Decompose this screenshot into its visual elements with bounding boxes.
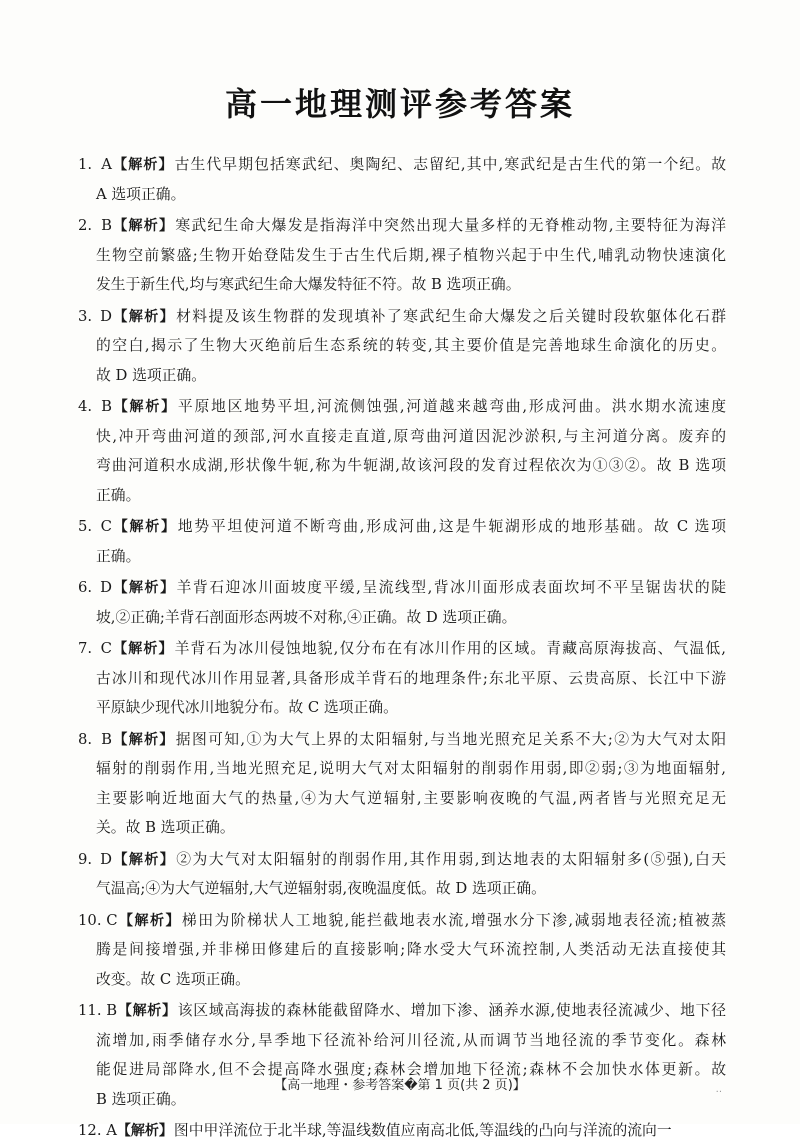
answer-text: 古生代早期包括寒武纪、奥陶纪、志留纪,其中,寒武纪是古生代的第一个纪。故 <box>174 156 726 173</box>
answer-text: 图中甲洋流位于北半球,等温线数值应南高北低,等温线的凸向与洋流的流向一 <box>173 1122 672 1139</box>
answer-text: 主要影响近地面大气的热量,④为大气逆辐射,主要影响夜晚的气温,两者皆与光照充足无 <box>96 789 726 807</box>
answer-number: 5. C <box>78 518 112 535</box>
answer-line <box>78 451 726 481</box>
answer-line <box>78 845 726 875</box>
answer-number: 1. A <box>78 156 112 173</box>
answer-line <box>78 392 726 422</box>
answer-text: 该区域高海拔的森林能截留降水、增加下渗、涵养水源,使地表径流减少、地下径 <box>177 1002 726 1019</box>
answer-text: 正确。 <box>96 486 141 504</box>
answer-item <box>78 512 726 571</box>
answer-number: 6. D <box>78 579 112 596</box>
answer-item <box>78 302 726 391</box>
answer-text: 平原缺少现代冰川地貌分布。故 C 选项正确。 <box>96 699 398 716</box>
analysis-tag: 【解析】 <box>117 912 181 929</box>
answer-text: 弯曲河道积水成湖,形状像牛轭,称为牛轭湖,故该河段的发育过程依次为①③②。故 B 选项 <box>96 457 726 474</box>
answer-line <box>78 573 726 603</box>
answer-number: 10. C <box>78 911 118 929</box>
answer-number: 11. B <box>78 1002 118 1019</box>
answer-text: 羊背石迎冰川面坡度平缓,呈流线型,背冰川面形成表面坎坷不平呈锯齿状的陡 <box>176 579 726 596</box>
answer-text: 发生于新生代,均与寒武纪生命大爆发特征不符。故 B 选项正确。 <box>96 276 521 293</box>
answer-line <box>78 512 726 542</box>
answer-line <box>78 211 726 241</box>
answer-item <box>78 1116 726 1146</box>
answer-text: 坡,②正确;羊背石剖面形态两坡不对称,④正确。故 D 选项正确。 <box>96 608 517 626</box>
analysis-tag: 【解析】 <box>116 1123 173 1139</box>
analysis-tag: 【解析】 <box>112 580 176 596</box>
answer-line <box>78 935 726 965</box>
answer-line <box>78 331 726 361</box>
answer-line <box>78 241 726 271</box>
answer-item <box>78 906 726 995</box>
answer-line <box>78 965 726 995</box>
answer-text: 据图可知,①为大气上界的太阳辐射,与当地光照充足关系不大;②为大气对太阳 <box>175 730 726 748</box>
answer-text: B 选项正确。 <box>96 1090 186 1108</box>
answer-text: 关。故 B 选项正确。 <box>96 819 235 836</box>
answer-number: 7. C <box>78 640 112 657</box>
answer-item <box>78 150 726 209</box>
answer-item <box>78 392 726 510</box>
answer-text: 平原地区地势平坦,河流侧蚀强,河道越来越弯曲,形成河曲。洪水期水流速度 <box>177 398 726 415</box>
answer-line <box>78 754 726 784</box>
footer-mark: .. <box>715 1084 722 1095</box>
answer-line <box>78 906 726 936</box>
answer-item <box>78 845 726 904</box>
answer-text: 流增加,雨季储存水分,旱季地下径流补给河川径流,从而调节当地径流的季节变化。森林 <box>96 1031 726 1049</box>
answer-line <box>78 874 726 904</box>
answer-text: 气温高;④为大气逆辐射,大气逆辐射弱,夜晚温度低。故 D 选项正确。 <box>96 880 546 897</box>
answer-text: 辐射的削弱作用,当地光照充足,说明大气对太阳辐射的削弱作用弱,即②弱;③为地面辐射, <box>96 760 726 777</box>
answer-text: 古冰川和现代冰川作用显著,具备形成羊背石的地理条件;东北平原、云贵高原、长江中下游 <box>96 669 726 687</box>
analysis-tag: 【解析】 <box>112 218 175 234</box>
answer-number: 3. D <box>78 307 112 325</box>
answer-number: 12. A <box>78 1122 117 1139</box>
answer-line <box>78 361 726 391</box>
answer-text: 腾是间接增强,并非梯田修建后的直接影响;降水受大气环流控制,人类活动无法直接使其 <box>96 941 726 958</box>
answer-line <box>78 634 726 664</box>
analysis-tag: 【解析】 <box>112 731 175 748</box>
answer-number: 8. B <box>78 730 112 748</box>
analysis-tag: 【解析】 <box>112 851 176 868</box>
answer-number: 9. D <box>78 850 112 868</box>
answer-text: 快,冲开弯曲河道的颈部,河水直接走直道,原弯曲河道因泥沙淤积,与主河道分离。废弃的 <box>96 427 726 445</box>
answer-item <box>78 634 726 723</box>
answer-line <box>78 813 726 843</box>
answer-text: 正确。 <box>96 547 141 565</box>
answer-item <box>78 573 726 632</box>
answer-line <box>78 784 726 814</box>
answer-text: 的空白,揭示了生物大灭绝前后生态系统的转变,其主要价值是完善地球生命演化的历史。 <box>96 337 726 354</box>
answer-item <box>78 211 726 300</box>
answer-line <box>78 725 726 755</box>
answer-text: 能促进局部降水,但不会提高降水强度;森林会增加地下径流;森林不会加快水体更新。故 <box>96 1061 726 1078</box>
answer-line <box>78 664 726 694</box>
answer-text: 改变。故 C 选项正确。 <box>96 970 250 988</box>
answer-text: 梯田为阶梯状人工地貌,能拦截地表水流,增强水分下渗,减弱地表径流;植被蒸 <box>181 911 726 929</box>
answer-line <box>78 422 726 452</box>
analysis-tag: 【解析】 <box>112 519 177 535</box>
answer-line <box>78 603 726 633</box>
answer-line <box>78 150 726 180</box>
answer-text: 生物空前繁盛;生物开始登陆发生于古生代后期,裸子植物兴起于中生代,哺乳动物快速演化 <box>96 246 726 264</box>
answer-text: A 选项正确。 <box>96 185 186 203</box>
answer-text: 寒武纪生命大爆发是指海洋中突然出现大量多样的无脊椎动物,主要特征为海洋 <box>175 217 726 234</box>
answer-line <box>78 542 726 572</box>
analysis-tag: 【解析】 <box>112 157 174 173</box>
analysis-tag: 【解析】 <box>117 1003 177 1019</box>
answer-item <box>78 725 726 843</box>
answer-line <box>78 270 726 300</box>
answer-line <box>78 302 726 332</box>
analysis-tag: 【解析】 <box>112 641 174 657</box>
answer-text: ②为大气对太阳辐射的削弱作用,其作用弱,到达地表的太阳辐射多(⑤强),白天 <box>176 850 726 868</box>
answer-item <box>78 996 726 1114</box>
analysis-tag: 【解析】 <box>112 399 177 415</box>
answer-text: 故 D 选项正确。 <box>96 366 207 384</box>
answer-text: 羊背石为冰川侵蚀地貌,仅分布在有冰川作用的区域。青藏高原海拔高、气温低, <box>174 640 726 657</box>
answer-line <box>78 481 726 511</box>
answer-line <box>78 180 726 210</box>
answer-line <box>78 693 726 723</box>
page-title: 高一地理测评参考答案 <box>224 85 575 123</box>
answer-line <box>78 1116 726 1146</box>
answer-line <box>78 996 726 1026</box>
page-footer: 【高一地理・参考答案�第 1 页(共 2 页)】 <box>274 1078 526 1093</box>
answer-list <box>78 150 726 1148</box>
answer-text: 地势平坦使河道不断弯曲,形成河曲,这是牛轭湖形成的地形基础。故 C 选项 <box>177 518 726 535</box>
answer-text: 材料提及该生物群的发现填补了寒武纪生命大爆发之后关键时段软躯体化石群 <box>176 307 726 325</box>
answer-number: 4. B <box>78 398 112 415</box>
analysis-tag: 【解析】 <box>112 308 176 325</box>
answer-line <box>78 1026 726 1056</box>
answer-number: 2. B <box>78 217 112 234</box>
